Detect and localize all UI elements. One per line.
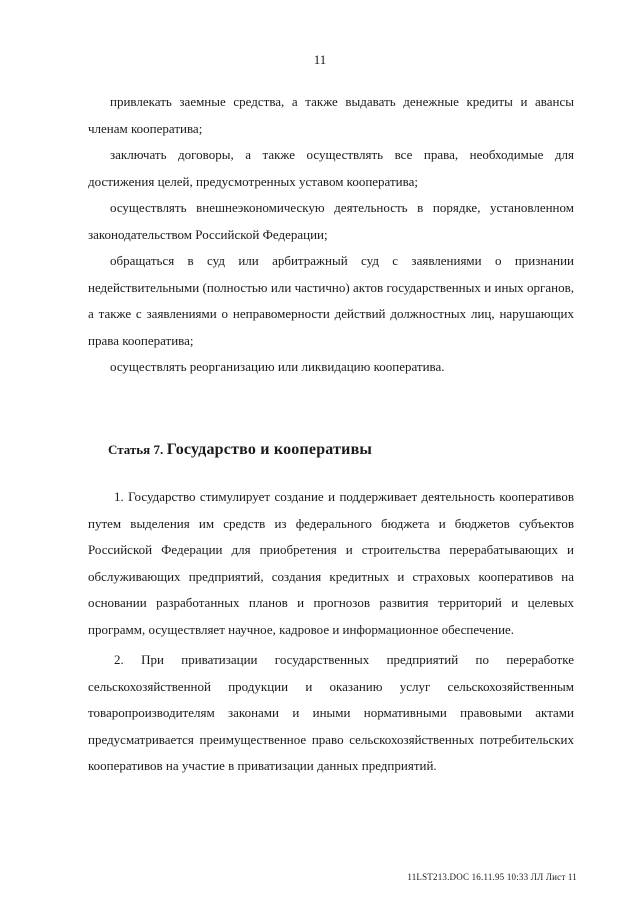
paragraph: осуществлять внешнеэкономическую деятельность в порядке, установленном законодательством Российской Федерации; [88,200,574,242]
article-title: Государство и кооперативы [166,441,373,458]
paragraph: привлекать заемные средства, а также выдавать денежные кредиты и авансы членам кооператива; [88,94,574,136]
article-label: Статья 7. [108,442,164,457]
paragraph: заключать договоры, а также осуществлять все права, необходимые для достижения целей, предусмотренных уставом кооператива; [88,147,574,189]
paragraph: 1. Государство стимулирует создание и поддерживает деятельность кооперативов путем выделения им средств из федерального бюджета и бюджетов субъектов Российской Федерации для приобретения и строительства перерабатывающих и обслуживающих предприятий, создания кредитных и страховых кооперативов на основании разработанных планов и прогнозов развития территорий и целевых программ, осуществляет научное, кадровое и информационное обеспечение. [88,489,574,637]
paragraph: осуществлять реорганизацию или ликвидацию кооператива. [110,359,445,374]
paragraph: обращаться в суд или арбитражный суд с заявлениями о признании недействительными (полностью или частично) актов государственных и иных органов, а также с заявлениями о неправомерности действий должностных лиц, нарушающих права кооператива; [88,253,574,348]
document-footer: 11LST213.DOC 16.11.95 10:33 ЛЛ Лист 11 [407,872,577,882]
article-heading [108,441,372,459]
article-body [88,484,574,780]
rights-list [88,89,574,381]
paragraph: 2. При приватизации государственных предприятий по переработке сельскохозяйственной продукции и оказанию услуг сельскохозяйственным товаропроизводителям законами и иными нормативными правовыми актами предусматривается преимущественное право сельскохозяйственных потребительских кооперативов на участие в приватизации данных предприятий. [88,652,574,773]
page-number: 11 [313,52,327,67]
